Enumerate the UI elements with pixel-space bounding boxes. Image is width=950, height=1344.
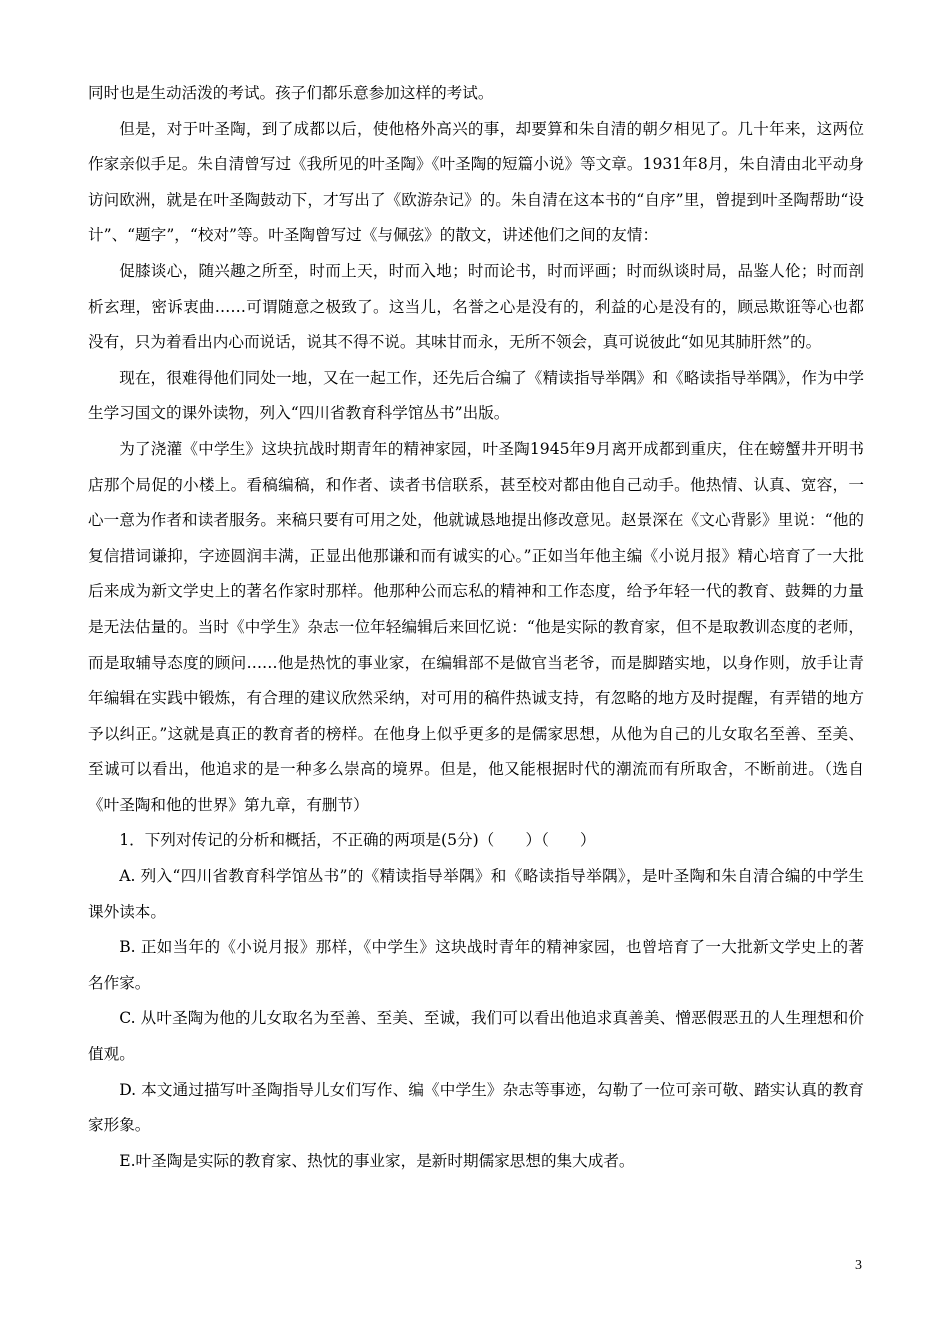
paragraph-quote: 促膝谈心，随兴趣之所至，时而上天，时而入地；时而论书，时而评画；时而纵谈时局，品鉴人伦；时而剖析玄理，密诉衷曲……可谓随意之极致了。这当儿，名誉之心是没有的，利益的心是没有的，顾忌欺诳等心也都没有，只为着看出内心而说话，说其不得不说。其味甘而永，无所不领会，真可说彼此“如见其肺肝然”的。 (88, 261, 864, 352)
paragraph-zhongxuesheng: 为了浇灌《中学生》这块抗战时期青年的精神家园，叶圣陶1945年9月离开成都到重庆，住在螃蟹井开明书店那个局促的小楼上。看稿编稿，和作者、读者书信联系，甚至校对都由他自己动手。他热情、认真、宽容，一心一意为作者和读者服务。来稿只要有可用之处，他就诚恳地提出修改意见。赵景深在《文心背影》里说：“他的复信措词谦抑，字迹圆润丰满，正显出他那谦和而有诚实的心。”正如当年他主编《小说月报》精心培育了一大批后来成为新文学史上的著名作家时那样。他那种公而忘私的精神和工作态度，给予年轻一代的教育、鼓舞的力量是无法估量的。当时《中学生》杂志一位年轻编辑后来回忆说：“他是实际的教育家，但不是取教训态度的老师，而是取辅导态度的顾问……他是热忱的事业家，在编辑部不是做官当老爷，而是脚踏实地，以身作则，放手让青年编辑在实践中锻炼，有合理的建议欣然采纳，对可用的稿件热诚支持，有忽略的地方及时提醒，有弄错的地方予以纠正。”这就是真正的教育者的榜样。在他身上似乎更多的是儒家思想，从他为自己的儿女取名至善、至美、至诚可以看出，他追求的是一种多么崇高的境界。但是，他又能根据时代的潮流而有所取舍，不断前进。（选自《叶圣陶和他的世界》第九章，有删节） (88, 439, 864, 814)
page-number: 3 (855, 1258, 862, 1273)
option-a: A. 列入“四川省教育科学馆丛书”的《精读指导举隅》和《略读指导举隅》，是叶圣陶和朱自清合编的中学生课外读本。 (88, 867, 864, 921)
option-b: B. 正如当年的《小说月报》那样，《中学生》这块战时青年的精神家园，也曾培育了一大批新文学史上的著名作家。 (88, 938, 864, 992)
paragraph-continued: 同时也是生动活泼的考试。孩子们都乐意参加这样的考试。 (88, 84, 494, 102)
option-d: D. 本文通过描写叶圣陶指导儿女们写作、编《中学生》杂志等事迹，勾勒了一位可亲可敬、踏实认真的教育家形象。 (88, 1080, 864, 1135)
question-stem: 1．下列对传记的分析和概括，不正确的两项是(5分)（ ）（ ） (119, 831, 596, 850)
paragraph-coedit: 现在，很难得他们同处一地，又在一起工作，还先后合编了《精读指导举隅》和《略读指导举隅》，作为中学生学习国文的课外读物，列入“四川省教育科学馆丛书”出版。 (88, 368, 864, 423)
option-e: E.叶圣陶是实际的教育家、热忱的事业家，是新时期儒家思想的集大成者。 (119, 1151, 635, 1170)
option-c: C. 从叶圣陶为他的儿女取名为至善、至美、至诚，我们可以看出他追求真善美、憎恶假恶丑的人生理想和价值观。 (88, 1009, 864, 1064)
document-body (88, 76, 864, 1179)
paragraph-friendship: 但是，对于叶圣陶，到了成都以后，使他格外高兴的事，却要算和朱自清的朝夕相见了。几十年来，这两位作家亲似手足。朱自清曾写过《我所见的叶圣陶》《叶圣陶的短篇小说》等文章。1931年8月，朱自清由北平动身访问欧洲，就是在叶圣陶鼓动下，才写出了《欧游杂记》的。朱自清在这本书的“自序”里，曾提到叶圣陶帮助“设计”、“题字”，“校对”等。叶圣陶曾写过《与佩弦》的散文，讲述他们之间的友情： (88, 119, 864, 245)
